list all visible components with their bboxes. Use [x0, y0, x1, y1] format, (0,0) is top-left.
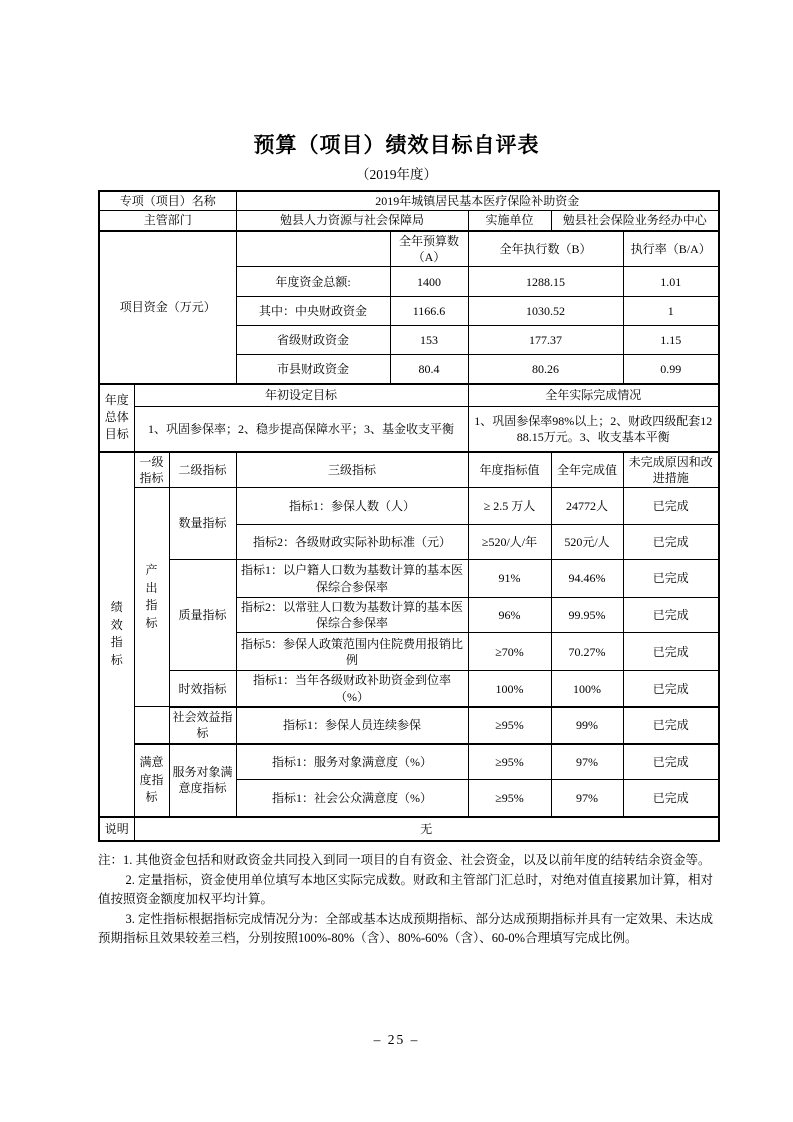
col-annual-budget: 全年预算数（A） — [390, 231, 468, 267]
indicator-target: ≥70% — [468, 633, 551, 671]
remark-row — [99, 817, 719, 841]
impl-unit-name-cell: 勉县社会保险业务经办中心 — [551, 211, 719, 231]
indicator-status: 已完成 — [623, 525, 719, 560]
page-number: – 25 – — [373, 1032, 420, 1047]
indicator-actual: 99% — [551, 707, 623, 744]
col-actual-completion: 全年实际完成情况 — [468, 384, 719, 407]
indicator-name: 指标5：参保人政策范围内住院费用报销比例 — [236, 633, 468, 671]
indicator-actual: 520元/人 — [551, 525, 623, 560]
indicator-actual: 70.27% — [551, 633, 623, 671]
indicator-name: 指标1：以户籍人口数为基数计算的基本医保综合参保率 — [236, 560, 468, 598]
indicator-target: ≥95% — [468, 707, 551, 744]
level1-blank-cell — [134, 707, 169, 744]
indicator-row — [99, 488, 719, 525]
time-indicator-label: 时效指标 — [169, 671, 236, 707]
indicator-name: 指标1：社会公众满意度（%） — [236, 780, 468, 817]
page-title: 预算（项目）绩效目标自评表 — [253, 134, 540, 157]
col-level2-indicator: 二级指标 — [169, 452, 236, 488]
indicator-name: 指标1：当年各级财政补助资金到位率（%） — [236, 671, 468, 707]
perf-indicator-section-label: 绩效指标 — [99, 452, 134, 817]
col-level1-indicator: 一级指标 — [134, 452, 169, 488]
indicator-status: 已完成 — [623, 488, 719, 525]
indicator-actual: 24772人 — [551, 488, 623, 525]
col-annual-target: 年度指标值 — [468, 452, 551, 488]
remark-value: 无 — [134, 817, 719, 841]
col-annual-exec: 全年执行数（B） — [468, 231, 623, 267]
funding-budget: 1400 — [390, 267, 468, 297]
funding-exec: 80.26 — [468, 355, 623, 384]
indicator-status: 已完成 — [623, 598, 719, 633]
funding-exec: 177.37 — [468, 326, 623, 355]
impl-unit-label-cell: 实施单位 — [468, 211, 551, 231]
funding-rate: 0.99 — [623, 355, 719, 384]
indicator-target: ≥ 2.5 万人 — [468, 488, 551, 525]
indicator-row — [99, 671, 719, 707]
funding-row-label: 市县财政资金 — [236, 355, 390, 384]
indicator-name: 指标1：参保人数（人） — [236, 488, 468, 525]
indicator-name: 指标2：各级财政实际补助标准（元） — [236, 525, 468, 560]
indicator-status: 已完成 — [623, 671, 719, 707]
funding-row-label: 年度资金总额: — [236, 267, 390, 297]
dept-row — [99, 211, 719, 231]
goals-content-row — [99, 407, 719, 452]
dept-label-cell: 主管部门 — [99, 211, 236, 231]
indicator-name: 指标1：服务对象满意度（%） — [236, 744, 468, 780]
funding-budget: 80.4 — [390, 355, 468, 384]
indicator-target: ≥520/人/年 — [468, 525, 551, 560]
indicator-actual: 100% — [551, 671, 623, 707]
actual-completion-text: 1、巩固参保率98%以上；2、财政四级配套1288.15万元。3、收支基本平衡 — [468, 407, 719, 452]
funding-header-row — [99, 231, 719, 267]
funding-rate: 1.01 — [623, 267, 719, 297]
self-eval-table — [98, 190, 720, 842]
goals-header-row — [99, 384, 719, 407]
quality-indicator-label: 质量指标 — [169, 560, 236, 671]
indicator-row — [99, 744, 719, 780]
note-3: 3. 定性指标根据指标完成情况分为：全部或基本达成预期指标、部分达成预期指标并具有一定效果、未达成预期指标且效果较差三档，分别按照100%-80%（含）、80%-60%（含）、60-0%合理填写完成比例。 — [98, 911, 714, 945]
satisfaction-indicator-group-label: 满意度指标 — [134, 744, 169, 817]
funding-blank-cell — [236, 231, 390, 267]
indicator-actual: 97% — [551, 744, 623, 780]
indicator-header-row — [99, 452, 719, 488]
col-uncompleted-reason: 未完成原因和改进措施 — [623, 452, 719, 488]
indicator-target: 100% — [468, 671, 551, 707]
funding-exec: 1030.52 — [468, 297, 623, 326]
col-initial-goals: 年初设定目标 — [134, 384, 468, 407]
note-2: 2. 定量指标，资金使用单位填写本地区实际完成数。财政和主管部门汇总时，对绝对值直接累加计算，相对值按照资金额度加权平均计算。 — [98, 872, 714, 906]
indicator-target: 91% — [468, 560, 551, 598]
indicator-status: 已完成 — [623, 707, 719, 744]
remark-label: 说明 — [99, 817, 134, 841]
note-1: 注：1. 其他资金包括和财政资金共同投入到同一项目的自有资金、社会资金，以及以前年度的结转结余资金等。 — [98, 853, 711, 867]
indicator-name: 指标1：参保人员连续参保 — [236, 707, 468, 744]
col-exec-rate: 执行率（B/A） — [623, 231, 719, 267]
indicator-target: 96% — [468, 598, 551, 633]
project-name-value-cell: 2019年城镇居民基本医疗保险补助资金 — [236, 191, 719, 211]
dept-name-cell: 勉县人力资源与社会保障局 — [236, 211, 468, 231]
funding-rate: 1.15 — [623, 326, 719, 355]
indicator-actual: 94.46% — [551, 560, 623, 598]
project-name-row — [99, 191, 719, 211]
funding-section-label: 项目资金（万元） — [99, 231, 236, 384]
indicator-target: ≥95% — [468, 744, 551, 780]
indicator-target: ≥95% — [468, 780, 551, 817]
indicator-actual: 99.95% — [551, 598, 623, 633]
page-subtitle: （2019年度） — [356, 167, 437, 182]
indicator-status: 已完成 — [623, 780, 719, 817]
col-annual-actual: 全年完成值 — [551, 452, 623, 488]
funding-row-label: 省级财政资金 — [236, 326, 390, 355]
indicator-actual: 97% — [551, 780, 623, 817]
indicator-status: 已完成 — [623, 633, 719, 671]
notes — [98, 851, 720, 949]
funding-rate: 1 — [623, 297, 719, 326]
indicator-row — [99, 707, 719, 744]
funding-exec: 1288.15 — [468, 267, 623, 297]
indicator-row — [99, 560, 719, 598]
social-benefit-indicator-label: 社会效益指标 — [169, 707, 236, 744]
indicator-status: 已完成 — [623, 560, 719, 598]
project-name-label-cell: 专项（项目）名称 — [99, 191, 236, 211]
service-satisfaction-indicator-label: 服务对象满意度指标 — [169, 744, 236, 817]
goals-section-label: 年度总体目标 — [99, 384, 134, 452]
funding-budget: 153 — [390, 326, 468, 355]
funding-budget: 1166.6 — [390, 297, 468, 326]
output-indicator-group-label: 产出指标 — [134, 488, 169, 707]
indicator-status: 已完成 — [623, 744, 719, 780]
initial-goals-text: 1、巩固参保率；2、稳步提高保障水平；3、基金收支平衡 — [134, 407, 468, 452]
quantity-indicator-label: 数量指标 — [169, 488, 236, 560]
funding-row-label: 其中：中央财政资金 — [236, 297, 390, 326]
col-level3-indicator: 三级指标 — [236, 452, 468, 488]
indicator-name: 指标2：以常驻人口数为基数计算的基本医保综合参保率 — [236, 598, 468, 633]
